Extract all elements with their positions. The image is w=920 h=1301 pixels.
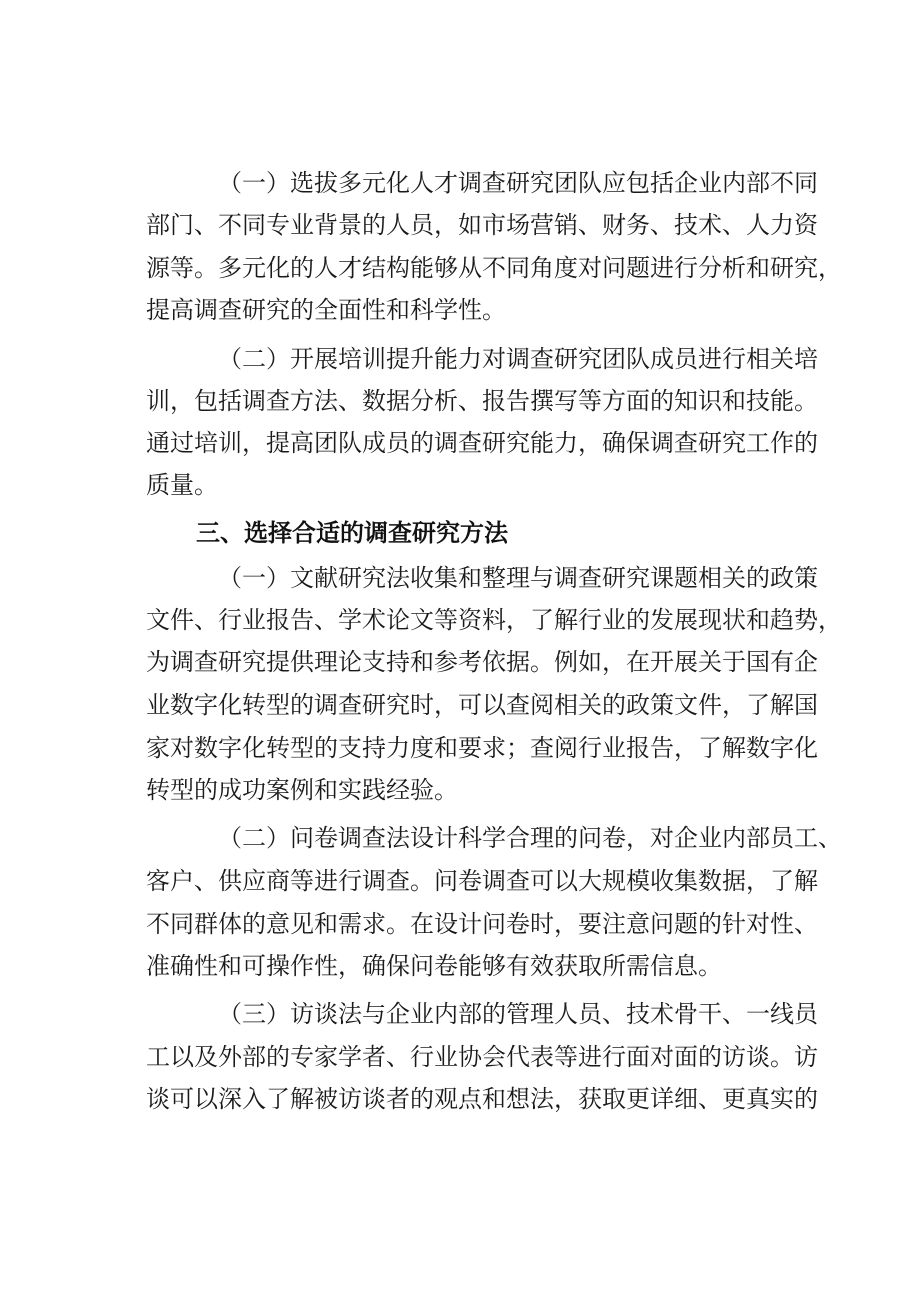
text-line-18: 不同群体的意见和需求。在设计问卷时，要注意问题的针对性、 <box>146 910 818 938</box>
text-line-13: 业数字化转型的调查研究时，可以查阅相关的政策文件，了解国 <box>146 691 818 719</box>
text-line-4: 提高调查研究的全面性和科学性。 <box>146 296 506 324</box>
text-line-8: 质量。 <box>146 471 218 499</box>
text-line-17: 客户、供应商等进行调查。问卷调查可以大规模收集数据，了解 <box>146 867 818 895</box>
text-line-12: 为调查研究提供理论支持和参考依据。例如，在开展关于国有企 <box>146 648 818 676</box>
text-line-21: 工以及外部的专家学者、行业协会代表等进行面对面的访谈。访 <box>146 1043 818 1071</box>
text-line-5: （二）开展培训提升能力对调查研究团队成员进行相关培 <box>218 345 818 373</box>
text-line-7: 通过培训，提高团队成员的调查研究能力，确保调查研究工作的 <box>146 429 818 457</box>
text-line-6: 训，包括调查方法、数据分析、报告撰写等方面的知识和技能。 <box>146 387 818 415</box>
section-heading: 三、选择合适的调查研究方法 <box>196 519 508 547</box>
text-line-3: 源等。多元化的人才结构能够从不同角度对问题进行分析和研究， <box>146 254 842 282</box>
text-line-19: 准确性和可操作性，确保问卷能够有效获取所需信息。 <box>146 952 722 980</box>
text-line-16: （二）问卷调查法设计科学合理的问卷，对企业内部员工、 <box>218 824 842 852</box>
text-line-15: 转型的成功案例和实践经验。 <box>146 776 458 804</box>
text-line-20: （三）访谈法与企业内部的管理人员、技术骨干、一线员 <box>218 1000 818 1028</box>
text-line-14: 家对数字化转型的支持力度和要求；查阅行业报告，了解数字化 <box>146 734 818 762</box>
text-line-1: （一）选拔多元化人才调查研究团队应包括企业内部不同 <box>218 169 818 197</box>
text-line-11: 文件、行业报告、学术论文等资料，了解行业的发展现状和趋势， <box>146 606 842 634</box>
text-line-2: 部门、不同专业背景的人员，如市场营销、财务、技术、人力资 <box>146 211 818 239</box>
text-line-10: （一）文献研究法收集和整理与调查研究课题相关的政策 <box>218 564 818 592</box>
text-line-22: 谈可以深入了解被访谈者的观点和想法，获取更详细、更真实的 <box>146 1085 818 1113</box>
